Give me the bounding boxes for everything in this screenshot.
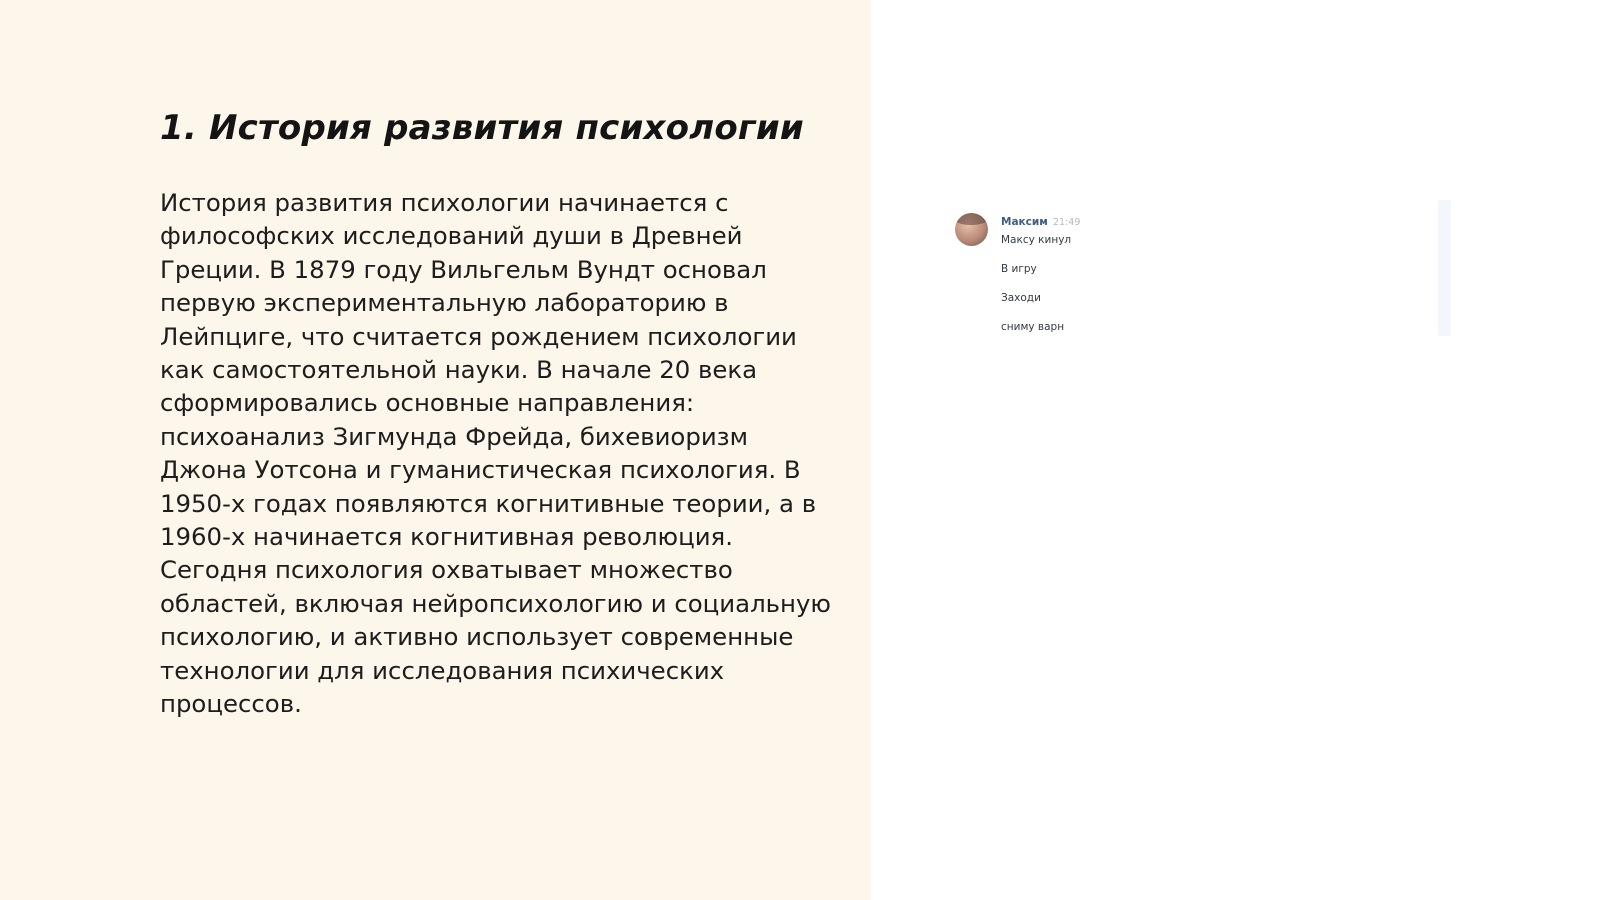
message-time: 21:49 — [1053, 217, 1081, 228]
sender-name: Максим — [1001, 216, 1048, 228]
chat-message: Максу кинул — [1001, 234, 1072, 246]
slide-body-text: История развития психологии начинается с философских исследований души в Древней Греции. В 1879 году Вильгельм Вундт основал первую экспериментальную лабораторию в Лейпциге, что считается рождением психологии как самостоятельной науки. В начале 20 века сформировались основные направления: психоанализ Зигмунда Фрейда, бихевиоризм Джона Уотсона и гуманистическая психология. В 1950-х годах появляются когнитивные теории, а в 1960-х начинается когнитивная революция. Сегодня психология охватывает множество областей, включая нейропсихологию и социальную психологию, и активно использует современные технологии для исследования психических процессов. — [160, 188, 831, 719]
chat-message: В игру — [1001, 263, 1037, 275]
avatar — [955, 213, 988, 246]
chat-screenshot — [955, 210, 1455, 345]
chat-message: Заходи — [1001, 292, 1041, 304]
chat-message: сниму варн — [1001, 321, 1065, 333]
chat-scrollbar — [1438, 200, 1451, 336]
avatar-hair — [955, 213, 988, 225]
slide-title: 1. История развития психологии — [160, 108, 804, 148]
image-panel — [871, 0, 1600, 900]
